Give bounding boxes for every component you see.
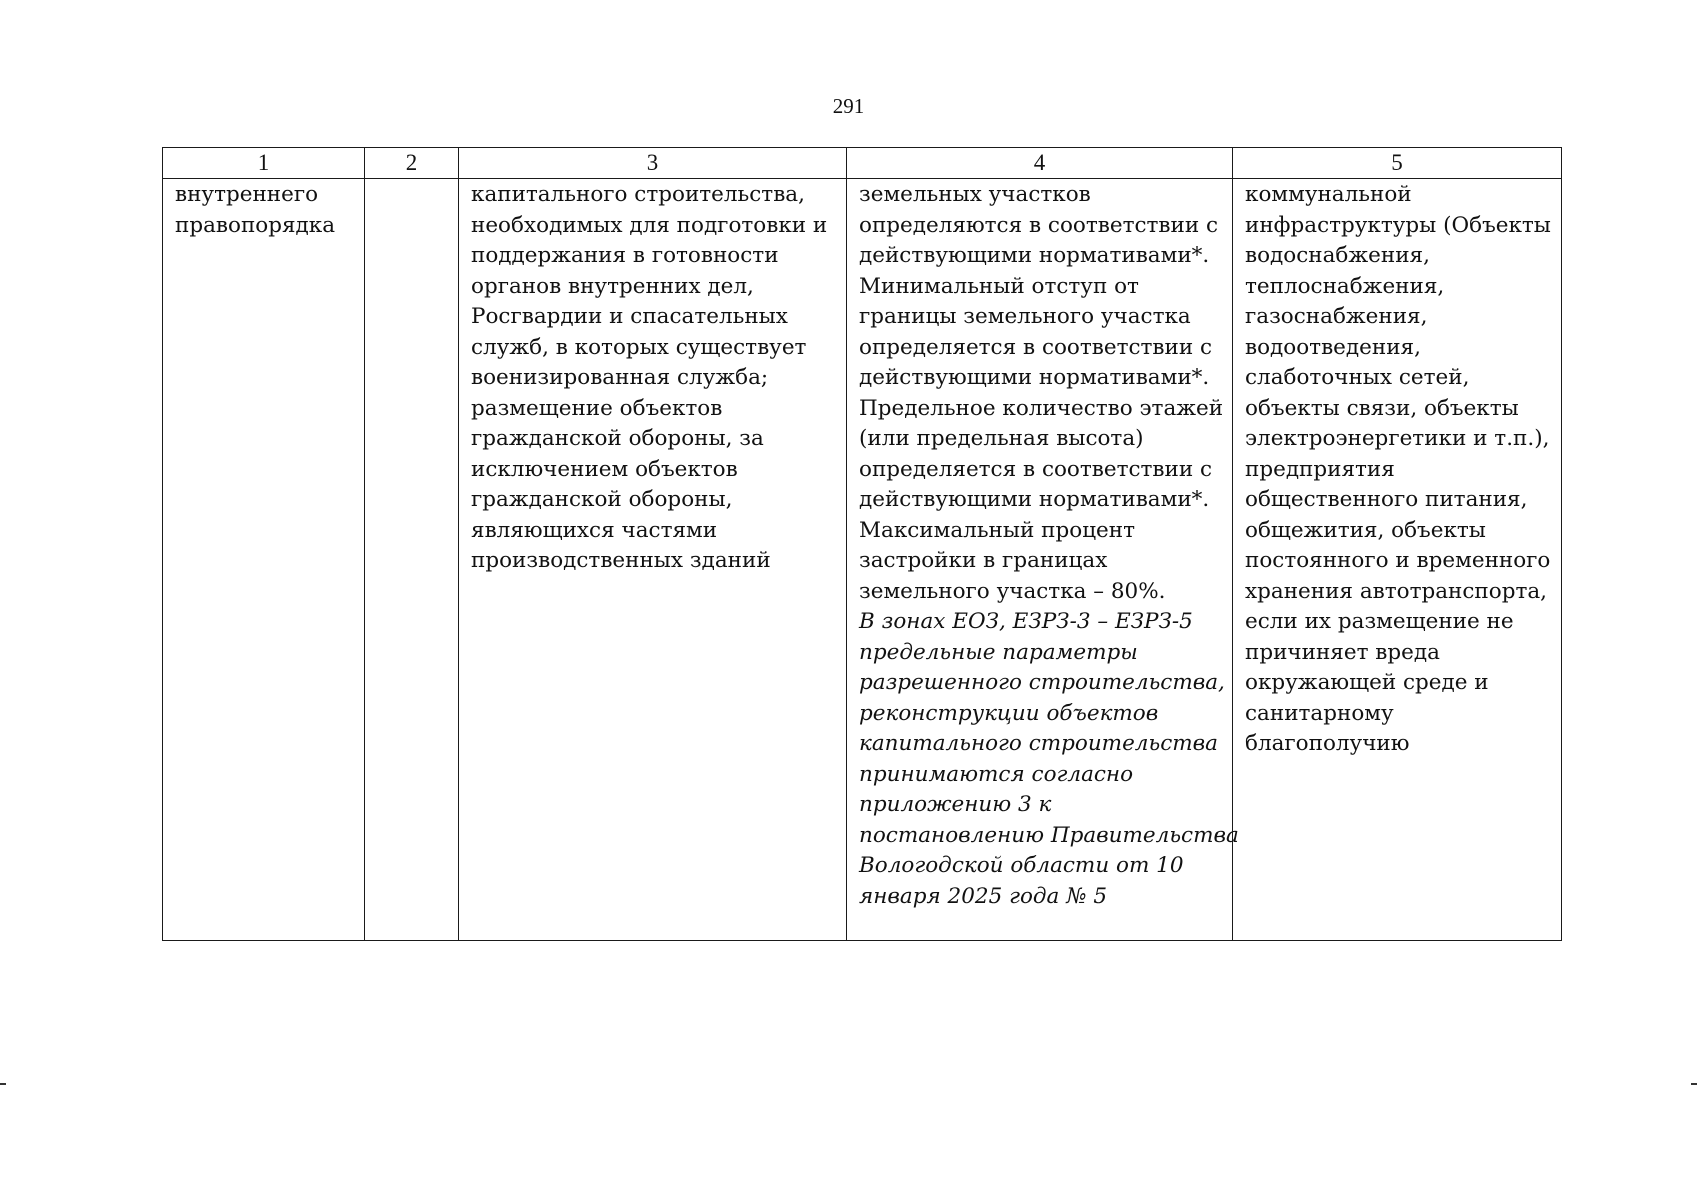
- text-line: Росгвардии и спасательных: [471, 304, 788, 329]
- parameters-text: [859, 180, 1222, 607]
- text-line: Максимальный процент: [859, 517, 1135, 543]
- zone-name-text: [175, 180, 354, 241]
- text-line: водоотведения,: [1245, 334, 1421, 360]
- italic-text-line: разрешенного строительства,: [859, 670, 1225, 695]
- text-line: необходимых для подготовки и: [471, 212, 828, 238]
- header-col-2: 2: [365, 148, 459, 179]
- text-line: общежития, объекты: [1245, 517, 1486, 543]
- italic-text-line: приложению 3 к: [859, 792, 1052, 817]
- italic-text-line: В зонах ЕОЗ, ЕЗРЗ-3 – ЕЗРЗ-5: [859, 609, 1193, 634]
- text-line: действующими нормативами*.: [859, 487, 1210, 512]
- table-row: [163, 179, 1562, 941]
- text-line: капитального строительства,: [471, 182, 805, 207]
- text-line: определяются в соответствии с: [859, 212, 1219, 238]
- cell-col-4: [847, 179, 1239, 941]
- auxiliary-usage-text: [1245, 180, 1551, 760]
- header-col-5: 5: [1233, 148, 1562, 179]
- text-line: земельного участка – 80%.: [859, 578, 1166, 604]
- text-line: объекты связи, объекты: [1245, 395, 1519, 421]
- text-line: благополучию: [1245, 731, 1410, 756]
- text-line: если их размещение не: [1245, 609, 1514, 634]
- table-header-row: [163, 148, 1562, 179]
- text-line: земельных участков: [859, 182, 1091, 207]
- text-line: Предельное количество этажей: [859, 395, 1224, 421]
- text-line: размещение объектов: [471, 395, 723, 421]
- text-line: хранения автотранспорта,: [1245, 578, 1548, 604]
- text-line: санитарному: [1245, 700, 1394, 726]
- italic-text-line: января 2025 года № 5: [859, 883, 1108, 909]
- text-line: действующими нормативами*.: [859, 243, 1210, 268]
- text-line: служб, в которых существует: [471, 334, 807, 360]
- text-line: гражданской обороны,: [471, 487, 733, 512]
- text-line: общественного питания,: [1245, 487, 1528, 512]
- text-line: электроэнергетики и т.п.),: [1245, 426, 1550, 451]
- left-edge-mark: [0, 1083, 6, 1085]
- italic-text-line: капитального строительства: [859, 731, 1218, 756]
- text-line: являющихся частями: [471, 517, 718, 543]
- text-line: органов внутренних дел,: [471, 273, 754, 299]
- header-col-3: 3: [459, 148, 847, 179]
- text-line: определяется в соответствии с: [859, 456, 1213, 482]
- text-line: (или предельная высота): [859, 426, 1144, 451]
- text-line: водоснабжения,: [1245, 243, 1430, 268]
- text-line: производственных зданий: [471, 548, 771, 573]
- text-line: поддержания в готовности: [471, 243, 779, 268]
- text-line: военизированная служба;: [471, 365, 769, 390]
- page-number: 291: [832, 94, 865, 118]
- text-line: границы земельного участка: [859, 304, 1191, 329]
- text-line: внутреннего: [175, 182, 319, 207]
- cell-col-3: [459, 179, 847, 941]
- header-col-4: 4: [847, 148, 1233, 179]
- text-line: слаботочных сетей,: [1245, 365, 1470, 390]
- cell-col-5: [1233, 179, 1562, 941]
- text-line: теплоснабжения,: [1245, 273, 1445, 299]
- usage-description-text: [471, 180, 836, 577]
- text-line: инфраструктуры (Объекты: [1245, 212, 1551, 238]
- cell-col-1: [163, 179, 365, 941]
- text-line: причиняет вреда: [1245, 639, 1440, 665]
- italic-text-line: предельные параметры: [859, 639, 1138, 665]
- text-line: газоснабжения,: [1245, 304, 1428, 329]
- zone-note-text: [859, 607, 1239, 912]
- regulations-table: [162, 147, 1562, 941]
- text-line: застройки в границах: [859, 548, 1108, 573]
- text-line: коммунальной: [1245, 182, 1412, 207]
- cell-col-2: [365, 179, 459, 941]
- text-line: Минимальный отступ от: [859, 273, 1139, 299]
- right-edge-mark: [1691, 1083, 1697, 1085]
- text-line: действующими нормативами*.: [859, 365, 1210, 390]
- text-line: определяется в соответствии с: [859, 334, 1213, 360]
- text-line: постоянного и временного: [1245, 548, 1551, 573]
- text-line: предприятия: [1245, 456, 1395, 482]
- header-col-1: 1: [163, 148, 365, 179]
- italic-text-line: принимаются согласно: [859, 761, 1134, 787]
- italic-text-line: реконструкции объектов: [859, 700, 1159, 726]
- italic-text-line: постановлению Правительства: [859, 822, 1239, 848]
- italic-text-line: Вологодской области от 10: [859, 853, 1184, 878]
- text-line: окружающей среде и: [1245, 670, 1489, 695]
- text-line: правопорядка: [175, 212, 336, 238]
- text-line: гражданской обороны, за: [471, 426, 764, 451]
- text-line: исключением объектов: [471, 456, 738, 482]
